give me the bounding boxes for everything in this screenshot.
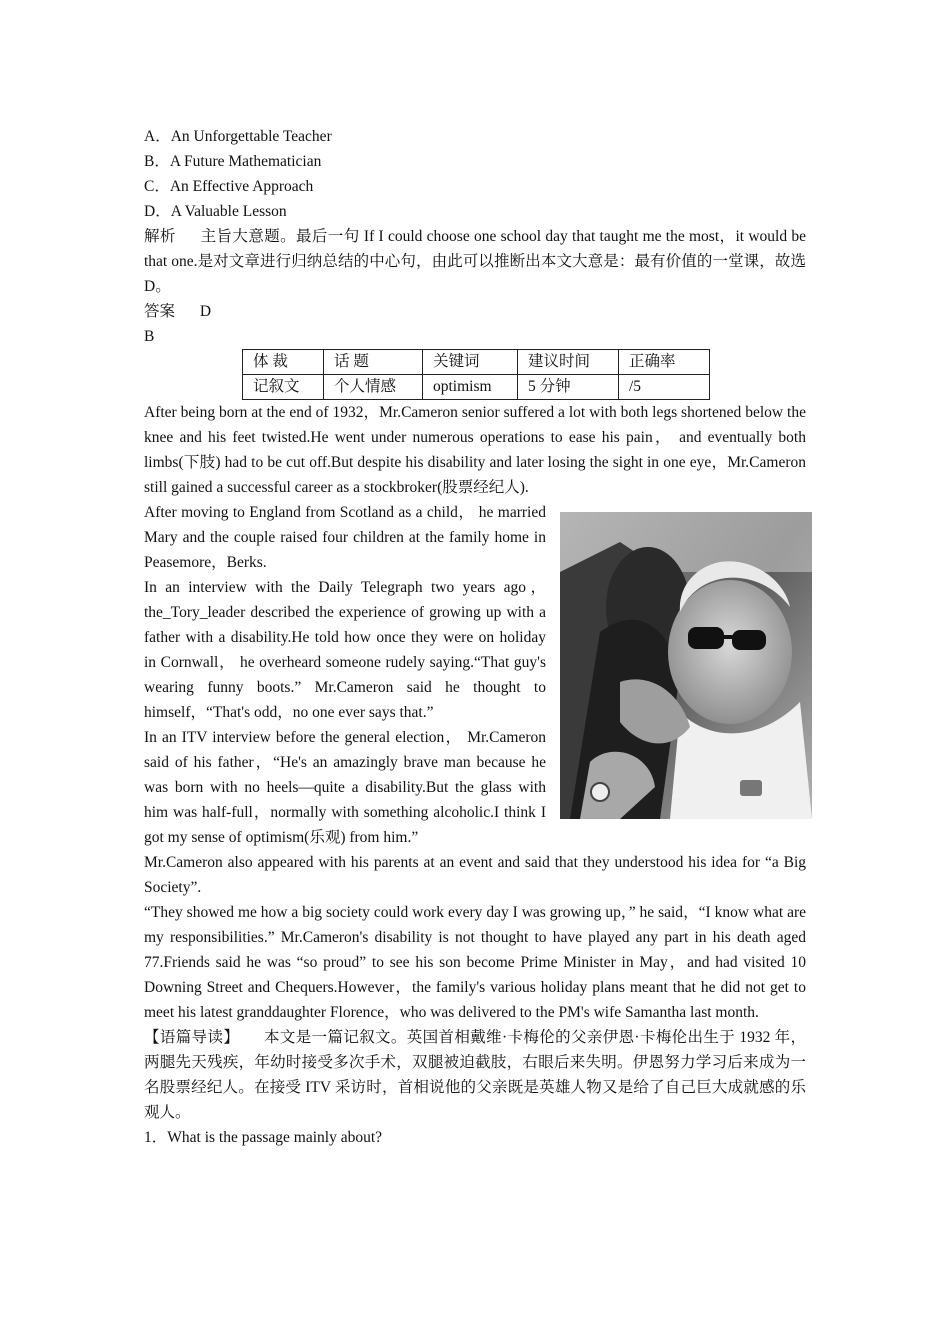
passage-paragraph: In an ITV interview before the general election， Mr.Cameron said of his father，“He's an amazingly brave man because he was born with no heels—quite a disability.But the glass with him was half-full，normally with something alcoholic.I think I got my sense of optimism(乐观) from him.” <box>144 729 546 846</box>
option-text: An Effective Approach <box>169 178 314 195</box>
option-c <box>144 174 806 199</box>
passage-paragraph: After moving to England from Scotland as a child， he married Mary and the couple raised four children at the family home in Peasemore，Berks. <box>144 504 546 571</box>
section-letter: B <box>144 328 155 345</box>
guide-text: 本文是一篇记叙文。英国首相戴维·卡梅伦的父亲伊恩·卡梅伦出生于 1932 年，两腿先天残疾，年幼时接受多次手术，双腿被迫截肢，右眼后来失明。伊恩努力学习后来成为一名股票经纪人。在接受 ITV 采访时，首相说他的父亲既是英雄人物又是给了自己巨大成就感的乐观人。 <box>144 1029 806 1121</box>
table-header-cell: 建议时间 <box>518 350 619 375</box>
table-header-cell: 体 裁 <box>243 350 324 375</box>
option-label: C． <box>144 178 170 195</box>
photo-father-and-son <box>560 512 812 819</box>
option-a <box>144 124 806 149</box>
table-cell: 记叙文 <box>243 375 324 400</box>
option-d <box>144 199 806 224</box>
answer <box>144 299 806 324</box>
table-header-row <box>243 350 710 375</box>
answer-value: D <box>199 303 212 320</box>
option-label: A． <box>144 128 171 145</box>
answer-label: 答案 <box>144 303 176 320</box>
document-page <box>144 124 806 1150</box>
reading-guide <box>144 1025 806 1125</box>
passage-paragraph: In an interview with the Daily Telegraph two years ago， the_Tory_leader described the experience of growing up with a father with a disability.He told how once they were on holiday in Cornwall， he overheard someone rudely saying.“That guy's wearing funny boots.” Mr.Cameron said he thought to himself，“That's odd，no one ever says that.” <box>144 579 546 721</box>
analysis <box>144 224 806 299</box>
info-table <box>242 349 710 400</box>
passage-paragraph: After being born at the end of 1932，Mr.Cameron senior suffered a lot with both legs shortened below the knee and his feet twisted.He went under numerous operations to ease his pain， and eventually both limbs(下肢) had to be cut off.But despite his disability and later losing the sight in one eye，Mr.Cameron still gained a successful career as a stockbroker(股票经纪人). <box>144 404 806 496</box>
table-row <box>243 375 710 400</box>
table-header-cell: 关键词 <box>423 350 518 375</box>
guide-label: 【语篇导读】 <box>144 1029 240 1046</box>
table-header-cell: 正确率 <box>619 350 710 375</box>
table-cell: /5 <box>619 375 710 400</box>
option-text: An Unforgettable Teacher <box>170 128 332 145</box>
option-text: A Valuable Lesson <box>170 203 287 220</box>
question-number: 1． <box>144 1129 168 1146</box>
question <box>144 1125 806 1150</box>
option-b <box>144 149 806 174</box>
table-header-cell: 话 题 <box>324 350 423 375</box>
option-label: B． <box>144 153 170 170</box>
info-table-wrap <box>242 349 806 400</box>
passage-paragraph: “They showed me how a big society could work every day I was growing up，” he said，“I know what are my responsibilities.” Mr.Cameron's disability is not thought to have played any part in his death aged 77.Friends said he was “so proud” to see his son become Prime Minister in May，and had visited 10 Downing Street and Chequers.However，the family's various holiday plans meant that he did not get to meet his latest granddaughter Florence，who was delivered to the PM's wife Samantha last month. <box>144 904 806 1021</box>
table-cell: 个人情感 <box>324 375 423 400</box>
question-text: What is the passage mainly about? <box>167 1129 383 1146</box>
option-text: A Future Mathematician <box>169 153 322 170</box>
analysis-label: 解析 <box>144 228 176 245</box>
option-label: D． <box>144 203 171 220</box>
passage-paragraph: Mr.Cameron also appeared with his parents at an event and said that they understood his idea for “a Big Society”. <box>144 854 806 896</box>
table-cell: 5 分钟 <box>518 375 619 400</box>
photo-image <box>560 512 812 819</box>
table-cell: optimism <box>423 375 518 400</box>
analysis-text: 主旨大意题。最后一句 If I could choose one school day that taught me the most，it would be that one.是对文章进行归纳总结的中心句，由此可以推断出本文大意是：最有价值的一堂课，故选 D。 <box>144 228 806 295</box>
